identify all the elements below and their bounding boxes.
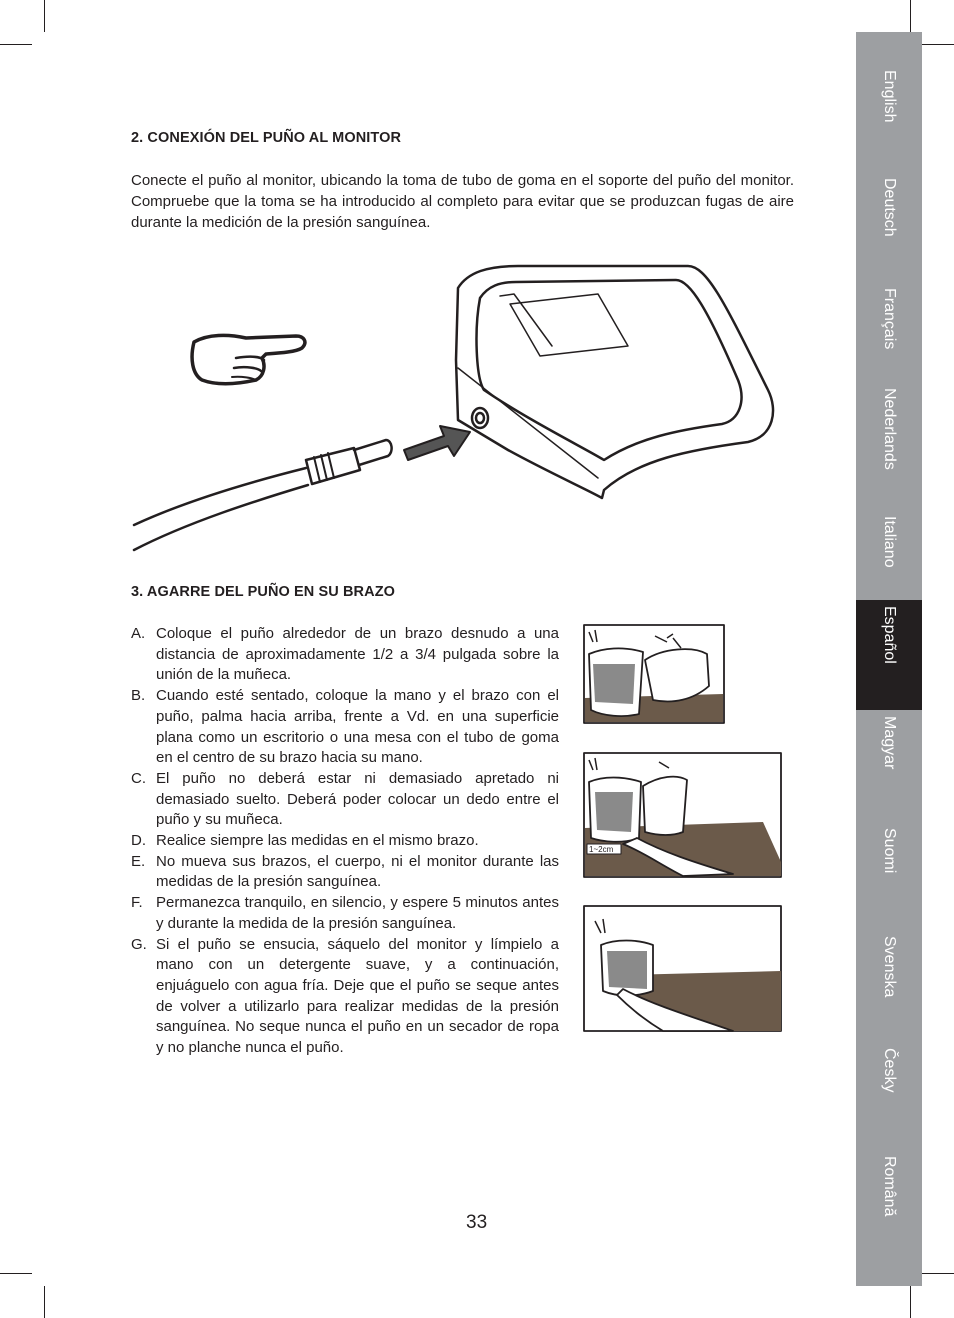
tab-label: Deutsch bbox=[881, 178, 898, 237]
tab-espanol[interactable] bbox=[856, 600, 922, 710]
tab-label: Română bbox=[881, 1156, 898, 1217]
tab-svenska[interactable] bbox=[856, 930, 922, 1042]
tab-label: Suomi bbox=[881, 828, 898, 874]
list-item-letter: A. bbox=[131, 625, 146, 642]
tab-magyar[interactable] bbox=[856, 710, 922, 822]
wrist-cuff-figure-3 bbox=[583, 905, 782, 1032]
list-item bbox=[131, 935, 559, 1059]
tab-italiano[interactable] bbox=[856, 510, 922, 600]
list-item bbox=[131, 852, 559, 893]
monitor-device bbox=[456, 266, 773, 498]
language-tab-bar bbox=[856, 32, 922, 1286]
list-item-text: Realice siempre las medidas en el mismo brazo. bbox=[156, 832, 479, 850]
crop-mark bbox=[0, 1273, 32, 1274]
list-item-letter: D. bbox=[131, 832, 146, 850]
tab-label: Magyar bbox=[881, 716, 898, 770]
arrow-icon bbox=[404, 426, 470, 460]
page-number: 33 bbox=[466, 1212, 488, 1233]
list-item bbox=[131, 769, 559, 831]
section-3-title: 3. AGARRE DEL PUÑO EN SU BRAZO bbox=[131, 584, 396, 600]
tab-label: English bbox=[881, 70, 898, 123]
list-item-letter: C. bbox=[131, 769, 146, 787]
wrist-cuff-figure-2 bbox=[583, 752, 782, 878]
list-item bbox=[131, 831, 559, 852]
tab-romana[interactable] bbox=[856, 1150, 922, 1270]
cuff-connection-illustration bbox=[128, 250, 790, 560]
tab-cesky[interactable] bbox=[856, 1042, 922, 1150]
tab-label: Italiano bbox=[881, 516, 898, 568]
list-item bbox=[131, 624, 559, 686]
list-item-text: Permanezca tranquilo, en silencio, y espere 5 minutos antes y durante la medida de la presión sanguínea. bbox=[156, 894, 559, 932]
tab-deutsch[interactable] bbox=[856, 172, 922, 282]
crop-mark bbox=[44, 1286, 45, 1318]
list-item-letter: F. bbox=[131, 894, 143, 912]
list-item bbox=[131, 893, 559, 934]
list-item bbox=[131, 686, 559, 769]
tab-label: Česky bbox=[881, 1048, 898, 1093]
tab-suomi[interactable] bbox=[856, 822, 922, 930]
wrist-cuff-figure-1 bbox=[583, 624, 725, 724]
tab-label: Français bbox=[881, 288, 898, 350]
list-item-letter: B. bbox=[131, 687, 146, 705]
tab-label: Español bbox=[881, 606, 898, 664]
instruction-list bbox=[131, 624, 559, 1059]
crop-mark bbox=[0, 44, 32, 45]
section-2-paragraph: Conecte el puño al monitor, ubicando la toma de tubo de goma en el soporte del puño del monitor. Compruebe que la toma se ha introducido al completo para evitar que se produzcan fugas de aire durante la medición de la presión sanguínea. bbox=[131, 172, 794, 231]
crop-mark bbox=[922, 1273, 954, 1274]
list-item-letter: G. bbox=[131, 935, 147, 953]
rubber-tube bbox=[134, 440, 392, 550]
crop-mark bbox=[910, 1286, 911, 1318]
tab-nederlands[interactable] bbox=[856, 382, 922, 510]
distance-label: 1~2cm bbox=[589, 845, 614, 854]
crop-mark bbox=[922, 44, 954, 45]
list-item-text: Coloque el puño alrededor de un brazo desnudo a una distancia de aproximadamente 1/2 a 3/4 pulgada sobre la unión de la muñeca. bbox=[156, 625, 559, 684]
list-item-text: Si el puño se ensucia, sáquelo del monitor y límpielo a mano con un detergente suave, y a continuación, enjuáguelo con agua fría. Deje que el puño se seque antes de volver a utilizarlo para realizar medidas de la presión sanguínea. No seque nunca el puño en un secador de ropa y no planche nunca el puño. bbox=[156, 935, 559, 1057]
list-item-letter: E. bbox=[131, 852, 146, 870]
tab-francais[interactable] bbox=[856, 282, 922, 382]
tab-label: Svenska bbox=[881, 936, 898, 998]
tab-label: Nederlands bbox=[881, 388, 898, 470]
tab-english[interactable] bbox=[856, 64, 922, 172]
list-item-text: El puño no deberá estar ni demasiado apretado ni demasiado suelto. Deberá poder colocar un dedo entre el puño y su muñeca. bbox=[156, 769, 559, 829]
pointing-hand-icon bbox=[192, 335, 305, 383]
crop-mark bbox=[44, 0, 45, 32]
section-2-title: 2. CONEXIÓN DEL PUÑO AL MONITOR bbox=[131, 130, 402, 146]
crop-mark bbox=[910, 0, 911, 32]
list-item-text: Cuando esté sentado, coloque la mano y el brazo con el puño, palma hacia arriba, frente a Vd. en una superficie plana como un escritorio o una mesa con el tubo de goma en el centro de su brazo hacia su mano. bbox=[156, 687, 559, 767]
list-item-text: No mueva sus brazos, el cuerpo, ni el monitor durante las medidas de la presión sanguínea. bbox=[156, 852, 559, 891]
